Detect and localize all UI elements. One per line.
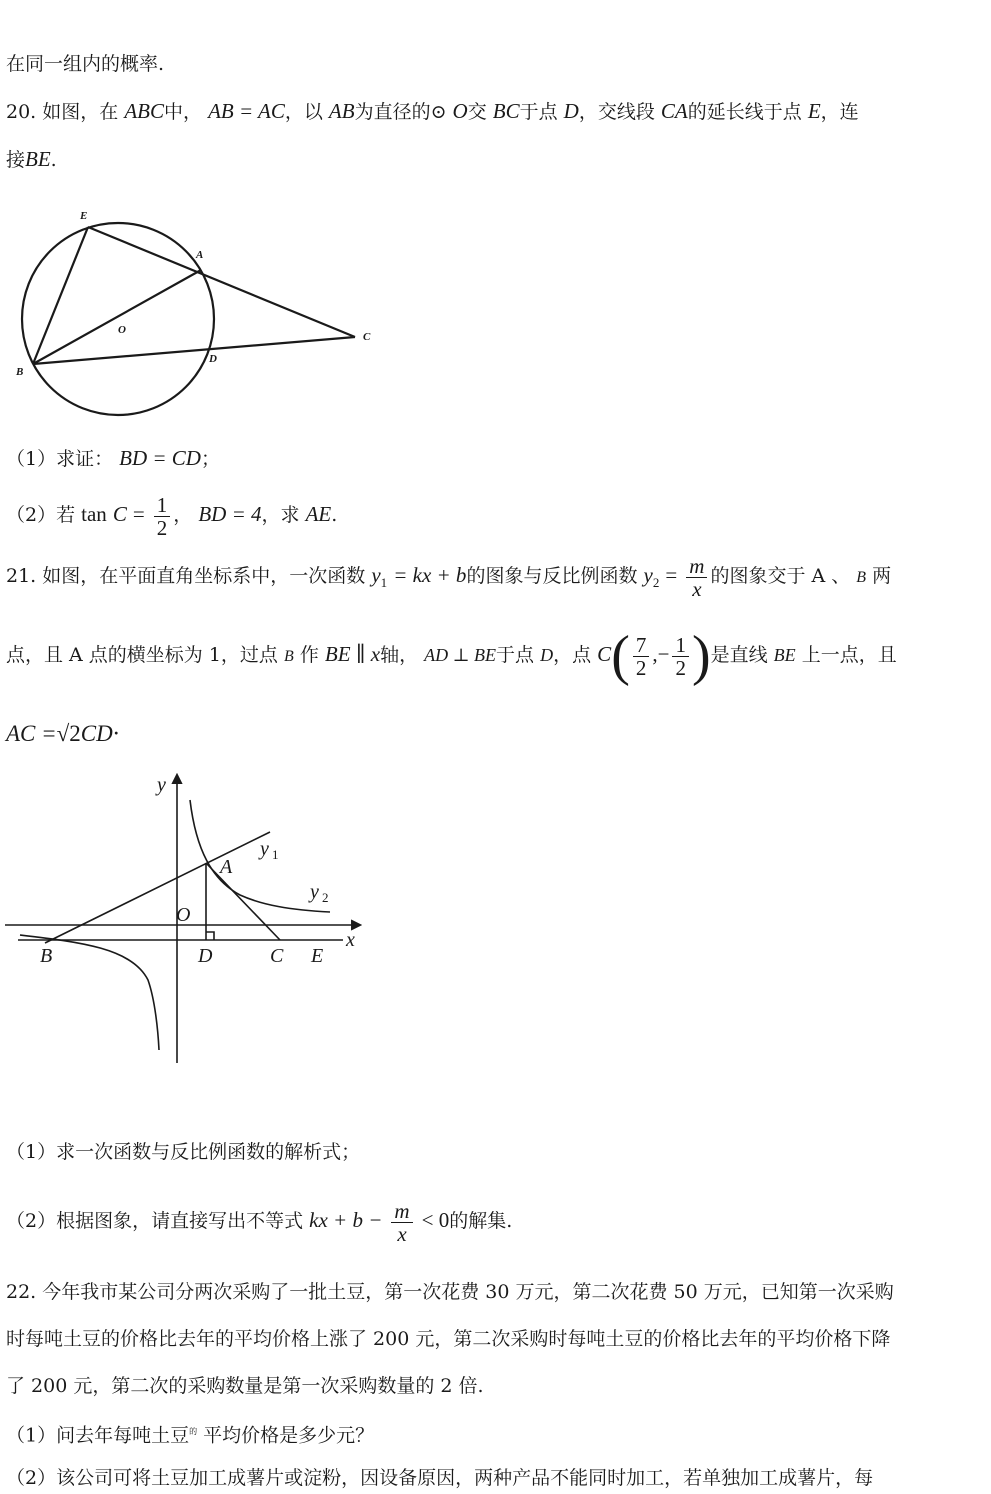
q21-text: 的图象与反比例函数 (466, 565, 638, 587)
q21-text: 是直线 (710, 644, 768, 666)
q20-triangle: ABC (124, 99, 164, 123)
q20-text: ， (173, 504, 193, 526)
q20-line2 (6, 147, 57, 172)
q20-figure (0, 200, 400, 425)
fraction-m-over-x (391, 1200, 412, 1245)
q21-ac: AC = (6, 721, 57, 746)
label-e: E (311, 945, 324, 967)
label-y1: y (260, 838, 269, 860)
q21-linear-expr: = kx + b (393, 563, 467, 587)
q21-parallel-expr: BE ∥ x (324, 642, 381, 666)
segment-ac (206, 863, 280, 940)
q21-point-b: B (283, 648, 294, 665)
q22-line2: 时每吨土豆的价格比去年的平均价格上涨了 200 元，第二次采购时每吨土豆的价格比去年的平均价格下降 (6, 1328, 891, 1350)
q21-point-d: D (540, 645, 554, 665)
q20-part1-math: BD = CD (119, 446, 201, 470)
q20-text: ，连 (820, 101, 859, 123)
q21-text: 作 (299, 644, 319, 666)
segment-ec (88, 227, 355, 337)
q21-y2-subscript: 2 (652, 574, 660, 590)
fraction-numerator: m (686, 555, 707, 578)
q20-segment: AB (328, 99, 355, 123)
q21-text: 的解集. (449, 1210, 513, 1232)
q20-text: 交 (467, 101, 487, 123)
q22-part1 (6, 1420, 374, 1447)
fraction-denominator: 2 (635, 655, 647, 680)
q21-y2: y (643, 563, 653, 587)
fraction-denominator: x (397, 1221, 407, 1246)
q20-part2 (6, 489, 337, 540)
q21-text: 如图，在平面直角坐标系中，一次函数 (42, 565, 366, 587)
label-a: A (196, 249, 204, 261)
left-paren: ( (611, 625, 630, 687)
equals-sign: = (665, 563, 678, 587)
q21-text: 轴， (380, 644, 419, 666)
q22-line3: 了 200 元，第二次的采购数量是第一次采购数量的 2 倍. (6, 1375, 484, 1397)
q20-text: 为直径的⊙ (354, 101, 447, 123)
q20-segment: BC (492, 99, 520, 123)
sqrt-two: √2 (56, 721, 81, 746)
q21-cd: CD (80, 721, 113, 746)
q21-line1 (6, 550, 891, 608)
label-c: C (270, 945, 284, 967)
right-paren: ) (691, 625, 711, 687)
q22-part1-text: 平均价格是多少元？ (203, 1424, 375, 1447)
label-x-axis: x (346, 929, 355, 951)
fraction-numerator: m (391, 1200, 412, 1223)
q21-line-be: BE (773, 645, 796, 665)
tan-function: tan (81, 502, 107, 526)
q21-number: 21. (6, 565, 37, 587)
q20-text: . (50, 149, 57, 171)
label-b: B (40, 945, 53, 967)
q21-text: 的图象交于 A 、 (710, 565, 851, 587)
label-e: E (80, 210, 88, 222)
q20-equation: AB = AC (208, 99, 285, 123)
q22-stray-mark: 的 (189, 1427, 198, 1436)
q22-line1: 22. 今年我市某公司分两次采购了一批土豆，第一次花费 30 万元，第二次花费 50 万元，已知第一次采购 (6, 1281, 894, 1303)
label-y-axis: y (157, 774, 166, 796)
q21-part1: （1）求一次函数与反比例函数的解析式； (6, 1141, 361, 1163)
q20-segment: CA (660, 99, 688, 123)
q21-y1-subscript: 1 (380, 574, 388, 590)
fraction-one-half (672, 634, 689, 679)
q21-part2 (6, 1194, 512, 1247)
q20-ae: AE (305, 502, 332, 526)
segment-eb (33, 227, 88, 364)
label-o: O (176, 904, 191, 926)
q20-text: 中， (164, 101, 203, 123)
label-y1-sub: 1 (272, 847, 279, 862)
q22-part2: （2）该公司可将土豆加工成薯片或淀粉，因设备原因，两种产品不能同时加工，若单独加工成薯片，每 (6, 1467, 874, 1489)
q20-point: E (807, 99, 821, 123)
fraction-denominator: x (692, 576, 702, 601)
q20-line1 (6, 99, 859, 124)
fraction-denominator: 2 (156, 515, 168, 540)
fraction-denominator: 2 (675, 655, 686, 680)
segment-bc (33, 337, 355, 364)
label-d: D (198, 945, 213, 967)
segment-ba (33, 270, 201, 364)
comma-minus: ,− (652, 642, 670, 666)
fraction-numerator: 1 (672, 634, 689, 657)
equals-sign: = (132, 502, 145, 526)
q20-part2-label: （2）若 (6, 504, 76, 526)
q21-text: 于点 (496, 644, 535, 666)
q20-text: ，求 (261, 504, 300, 526)
fraction-numerator: 1 (154, 494, 171, 517)
label-b: B (16, 366, 24, 378)
q21-text: 上一点，且 (801, 644, 897, 666)
q21-part2-expr: kx + b − (309, 1208, 383, 1232)
fraction-seven-halves (633, 634, 650, 679)
q21-line3 (6, 722, 120, 747)
label-o: O (118, 324, 126, 336)
fraction-numerator: 7 (633, 634, 650, 657)
line-y1 (45, 832, 270, 943)
q20-text: . (331, 504, 338, 526)
fraction-one-half (154, 494, 171, 539)
label-c: C (363, 331, 371, 343)
label-y2-sub: 2 (322, 890, 329, 905)
q20-text: 如图，在 (42, 101, 119, 123)
q21-text: ，点 (553, 644, 592, 666)
less-than-zero: < 0 (421, 1208, 450, 1232)
q21-figure (0, 770, 380, 1070)
q20-text: ，以 (284, 101, 323, 123)
q21-y1: y (371, 563, 381, 587)
q19-tail: 在同一组内的概率. (6, 53, 165, 75)
q21-point-c: C (597, 642, 612, 666)
label-d: D (209, 353, 217, 365)
q21-line2 (6, 622, 897, 689)
q20-segment: BE (25, 147, 51, 171)
right-angle-mark (206, 932, 214, 940)
q20-text: 于点 (519, 101, 558, 123)
q21-point-b: B (856, 569, 867, 586)
q20-text: ，交线段 (578, 101, 655, 123)
q21-text: · (112, 722, 120, 747)
q21-text: 点，且 A 点的横坐标为 1，过点 (6, 644, 278, 666)
q21-text: 两 (872, 565, 892, 587)
fraction-m-over-x (686, 555, 707, 600)
q20-number: 20. (6, 101, 37, 123)
q20-center: O (452, 99, 468, 123)
q21-perp-expr: AD ⊥ BE (424, 645, 497, 665)
q20-part1-label: （1）求证： (6, 448, 114, 470)
q21-part2-label: （2）根据图象，请直接写出不等式 (6, 1210, 304, 1232)
q20-text: ； (200, 448, 220, 470)
label-a: A (220, 856, 233, 878)
q20-angle-c: C (112, 502, 127, 526)
q22-part1-text: （1）问去年每吨土豆 (6, 1424, 190, 1447)
q20-text: 的延长线于点 (687, 101, 802, 123)
q20-bd-value: BD = 4 (198, 502, 262, 526)
q20-part1 (6, 446, 220, 471)
label-y2: y (310, 881, 319, 903)
q20-text: 接 (6, 149, 26, 171)
q20-point: D (563, 99, 579, 123)
